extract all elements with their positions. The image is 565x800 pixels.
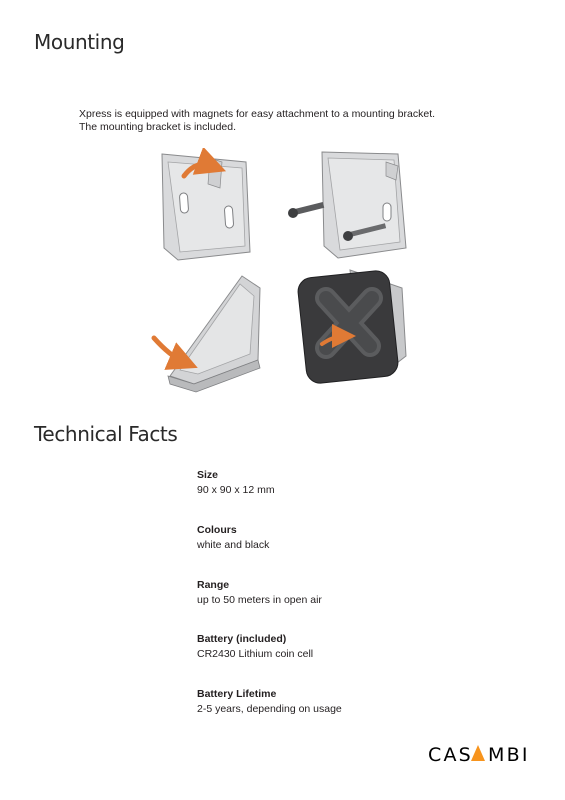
intro-line-2: The mounting bracket is included. bbox=[79, 121, 237, 133]
mounting-illustration bbox=[150, 148, 420, 394]
mounting-heading: Mounting bbox=[34, 30, 125, 54]
fact-value: 90 x 90 x 12 mm bbox=[197, 484, 275, 496]
fact-value: up to 50 meters in open air bbox=[197, 594, 322, 606]
logo-text-left: CAS bbox=[428, 744, 473, 766]
fact-label: Size bbox=[197, 469, 219, 481]
fact-colours bbox=[197, 524, 497, 552]
fact-label: Battery (included) bbox=[197, 633, 287, 645]
step-4-device-image bbox=[297, 269, 406, 384]
fact-value: CR2430 Lithium coin cell bbox=[197, 648, 314, 660]
fact-value: 2-5 years, depending on usage bbox=[197, 703, 342, 715]
logo-triangle-icon bbox=[471, 745, 485, 761]
fact-battery bbox=[197, 633, 497, 661]
step-2-screw-image bbox=[288, 152, 406, 258]
casambi-logo bbox=[428, 742, 528, 766]
technical-facts-heading: Technical Facts bbox=[34, 422, 178, 446]
step-1-bracket-image bbox=[162, 154, 250, 260]
fact-size bbox=[197, 469, 497, 497]
fact-label: Colours bbox=[197, 524, 237, 536]
fact-range bbox=[197, 579, 497, 607]
logo-text-right: MBI bbox=[488, 744, 528, 766]
intro-line-1: Xpress is equipped with magnets for easy attachment to a mounting bracket. bbox=[79, 108, 436, 120]
step-3-attach-image bbox=[154, 276, 260, 392]
fact-battery-lifetime bbox=[197, 688, 497, 716]
fact-value: white and black bbox=[197, 539, 270, 551]
fact-label: Battery Lifetime bbox=[197, 688, 277, 700]
fact-label: Range bbox=[197, 579, 230, 591]
mounting-intro bbox=[79, 108, 479, 134]
